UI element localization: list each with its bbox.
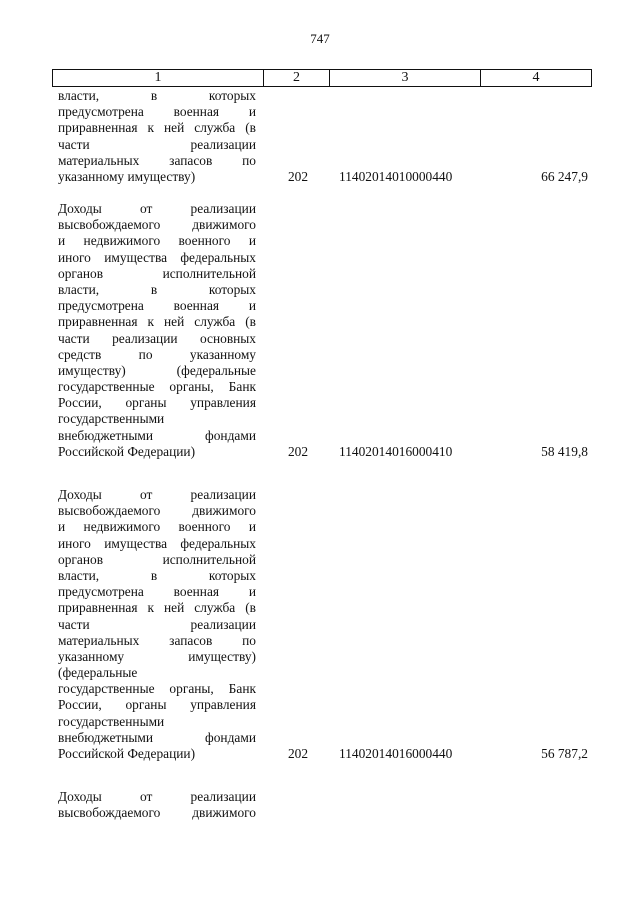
row-kbk: 11402014010000440 bbox=[339, 169, 453, 184]
row-description bbox=[58, 789, 256, 821]
header-col-4: 4 bbox=[532, 70, 540, 85]
table-header bbox=[52, 69, 592, 87]
description-line: средств по указанному bbox=[58, 346, 256, 362]
description-line: предусмотрена военная и bbox=[58, 298, 256, 314]
description-line: иного имущества федеральных bbox=[58, 535, 256, 551]
description-line: и недвижимого военного и bbox=[58, 519, 256, 535]
description-line: материальных запасов по bbox=[58, 152, 256, 168]
header-col-2: 2 bbox=[264, 70, 330, 86]
row-sum: 66 247,9 bbox=[541, 169, 588, 184]
row-description bbox=[58, 487, 256, 762]
description-line: материальных запасов по bbox=[58, 632, 256, 648]
description-line: части реализации bbox=[58, 136, 256, 152]
description-line: власти, в которых bbox=[58, 88, 256, 103]
description-line: имуществу) (федеральные bbox=[58, 362, 256, 378]
description-line: Доходы от реализации bbox=[58, 487, 256, 502]
description-line: органов исполнительной bbox=[58, 551, 256, 567]
description-line: части реализации bbox=[58, 616, 256, 632]
row-sum: 58 419,8 bbox=[541, 444, 588, 459]
description-line: Российской Федерации) bbox=[58, 443, 196, 459]
description-line: высвобождаемого движимого bbox=[58, 503, 256, 519]
row-description bbox=[58, 88, 256, 185]
description-line: предусмотрена военная и bbox=[58, 104, 256, 120]
description-line: высвобождаемого движимого bbox=[58, 805, 256, 821]
row-description bbox=[58, 201, 256, 460]
description-line: государственные органы, Банк bbox=[58, 681, 256, 697]
description-line: и недвижимого военного и bbox=[58, 233, 256, 249]
header-col-3: 3 bbox=[330, 70, 481, 86]
description-line: приравненная к ней служба (в bbox=[58, 600, 256, 616]
description-line: органов исполнительной bbox=[58, 265, 256, 281]
row-kbk: 11402014016000440 bbox=[339, 746, 453, 762]
description-line: высвобождаемого движимого bbox=[58, 217, 256, 233]
page-number: 747 bbox=[310, 31, 330, 46]
description-line: указанному имуществу) bbox=[58, 168, 196, 184]
description-line: внебюджетными фондами bbox=[58, 729, 256, 745]
description-line: государственными bbox=[58, 713, 165, 729]
row-code: 202 bbox=[287, 444, 309, 459]
description-line: власти, в которых bbox=[58, 281, 256, 297]
description-line: (федеральные bbox=[58, 665, 138, 681]
description-line: части реализации основных bbox=[58, 330, 256, 346]
header-col-1: 1 bbox=[53, 70, 264, 86]
description-line: России, органы управления bbox=[58, 697, 256, 713]
description-line: государственные органы, Банк bbox=[58, 379, 256, 395]
description-line: Доходы от реализации bbox=[58, 789, 256, 804]
row-code: 202 bbox=[287, 169, 309, 184]
row-sum: 56 787,2 bbox=[541, 746, 588, 762]
description-line: внебюджетными фондами bbox=[58, 427, 256, 443]
description-line: государственными bbox=[58, 411, 165, 427]
description-line: России, органы управления bbox=[58, 395, 256, 411]
description-line: указанному имуществу) bbox=[58, 648, 256, 664]
description-line: власти, в которых bbox=[58, 567, 256, 583]
description-line: приравненная к ней служба (в bbox=[58, 120, 256, 136]
description-line: предусмотрена военная и bbox=[58, 584, 256, 600]
description-line: иного имущества федеральных bbox=[58, 249, 256, 265]
description-line: Российской Федерации) bbox=[58, 746, 196, 761]
description-line: Доходы от реализации bbox=[58, 201, 256, 216]
row-kbk: 11402014016000410 bbox=[339, 444, 453, 459]
description-line: приравненная к ней служба (в bbox=[58, 314, 256, 330]
row-code: 202 bbox=[287, 746, 309, 762]
